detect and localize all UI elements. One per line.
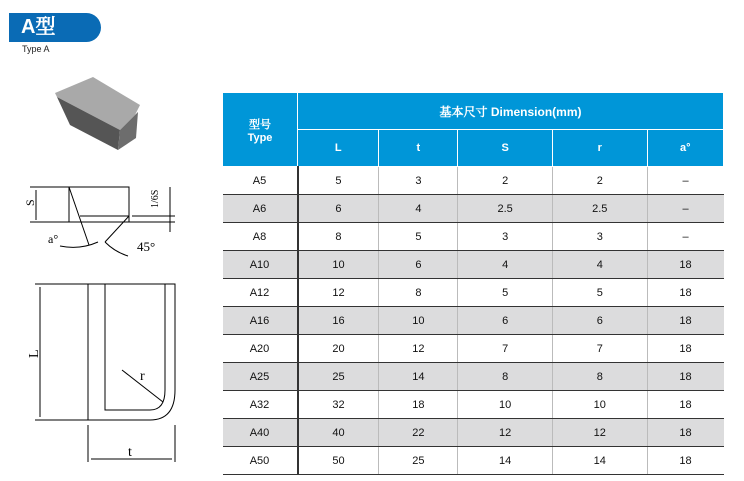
label-s6: 1/6S <box>150 189 161 208</box>
dimension-cell: – <box>647 195 723 223</box>
dimension-cell: 2.5 <box>552 195 647 223</box>
dimension-cell: 25 <box>379 447 458 475</box>
dimension-cell: 8 <box>298 223 379 251</box>
dimension-cell: 18 <box>647 447 723 475</box>
type-header-cn: 型号 <box>249 118 271 131</box>
dimension-cell: 10 <box>298 251 379 279</box>
label-a: a° <box>48 232 59 246</box>
type-cell: A50 <box>223 447 298 475</box>
type-badge: A型 <box>9 13 101 42</box>
table-row <box>223 223 724 251</box>
column-header: r <box>552 130 647 167</box>
dimension-cell: 5 <box>379 223 458 251</box>
table-row <box>223 195 724 223</box>
dimension-cell: 6 <box>379 251 458 279</box>
dimension-cell: 4 <box>552 251 647 279</box>
type-cell: A5 <box>223 167 298 195</box>
type-cell: A32 <box>223 391 298 419</box>
dimension-cell: 16 <box>298 307 379 335</box>
table-row <box>223 391 724 419</box>
dimension-cell: 22 <box>379 419 458 447</box>
dimension-cell: 7 <box>552 335 647 363</box>
type-cell: A25 <box>223 363 298 391</box>
dimension-cell: 14 <box>458 447 553 475</box>
dimension-cell: 18 <box>647 419 723 447</box>
dimension-cell: 7 <box>458 335 553 363</box>
dimension-cell: – <box>647 223 723 251</box>
type-cell: A20 <box>223 335 298 363</box>
label-r: r <box>140 369 145 384</box>
dimension-cell: 2 <box>552 167 647 195</box>
dimension-cell: 2.5 <box>458 195 553 223</box>
label-s: S <box>23 199 37 206</box>
dimension-cell: 5 <box>458 279 553 307</box>
dimension-cell: 3 <box>379 167 458 195</box>
type-header-en: Type <box>247 131 273 144</box>
table-row <box>223 447 724 475</box>
dimension-cell: 18 <box>647 279 723 307</box>
dimension-cell: 18 <box>647 251 723 279</box>
dimension-cell: 18 <box>647 307 723 335</box>
dimension-cell: 10 <box>552 391 647 419</box>
column-header: L <box>298 130 379 167</box>
table-row <box>223 307 724 335</box>
dimension-cell: 8 <box>552 363 647 391</box>
dimension-cell: 4 <box>458 251 553 279</box>
dimension-cell: 12 <box>552 419 647 447</box>
dimension-cell: 18 <box>647 391 723 419</box>
dimension-cell: 10 <box>458 391 553 419</box>
dimension-cell: 12 <box>458 419 553 447</box>
dimension-cell: 14 <box>379 363 458 391</box>
dimension-cell: 40 <box>298 419 379 447</box>
type-cell: A8 <box>223 223 298 251</box>
dimension-cell: 14 <box>552 447 647 475</box>
dimension-cell: 2 <box>458 167 553 195</box>
label-t: t <box>128 445 132 460</box>
top-view <box>35 284 175 462</box>
dimension-cell: 6 <box>458 307 553 335</box>
dimension-cell: 18 <box>379 391 458 419</box>
dimension-cell: 25 <box>298 363 379 391</box>
dimension-cell: 5 <box>552 279 647 307</box>
dimension-cell: 6 <box>298 195 379 223</box>
column-header: t <box>379 130 458 167</box>
dimension-cell: 20 <box>298 335 379 363</box>
dimension-cell: 10 <box>379 307 458 335</box>
dimension-cell: – <box>647 167 723 195</box>
dimension-cell: 4 <box>379 195 458 223</box>
dimension-cell: 50 <box>298 447 379 475</box>
dimension-cell: 8 <box>379 279 458 307</box>
table-row <box>223 419 724 447</box>
insert-3d-image <box>55 77 140 150</box>
dimension-header: 基本尺寸 Dimension(mm) <box>298 93 724 130</box>
dimension-cell: 32 <box>298 391 379 419</box>
dimension-cell: 3 <box>458 223 553 251</box>
table-row <box>223 363 724 391</box>
insert-drawings <box>0 0 220 481</box>
label-45: 45° <box>137 239 156 254</box>
dimension-cell: 6 <box>552 307 647 335</box>
type-cell: A40 <box>223 419 298 447</box>
dimension-cell: 8 <box>458 363 553 391</box>
column-header: a° <box>647 130 723 167</box>
column-header: S <box>458 130 553 167</box>
dimension-table <box>222 92 724 475</box>
type-header <box>223 93 298 167</box>
table-row <box>223 335 724 363</box>
type-cell: A6 <box>223 195 298 223</box>
type-cell: A16 <box>223 307 298 335</box>
label-L: L <box>27 349 42 358</box>
dimension-cell: 18 <box>647 363 723 391</box>
type-cell: A10 <box>223 251 298 279</box>
table-row <box>223 279 724 307</box>
type-cell: A12 <box>223 279 298 307</box>
type-subtitle: Type A <box>22 44 50 54</box>
dimension-cell: 5 <box>298 167 379 195</box>
table-row <box>223 251 724 279</box>
dimension-cell: 12 <box>298 279 379 307</box>
table-row <box>223 167 724 195</box>
dimension-cell: 3 <box>552 223 647 251</box>
dimension-cell: 12 <box>379 335 458 363</box>
dimension-cell: 18 <box>647 335 723 363</box>
